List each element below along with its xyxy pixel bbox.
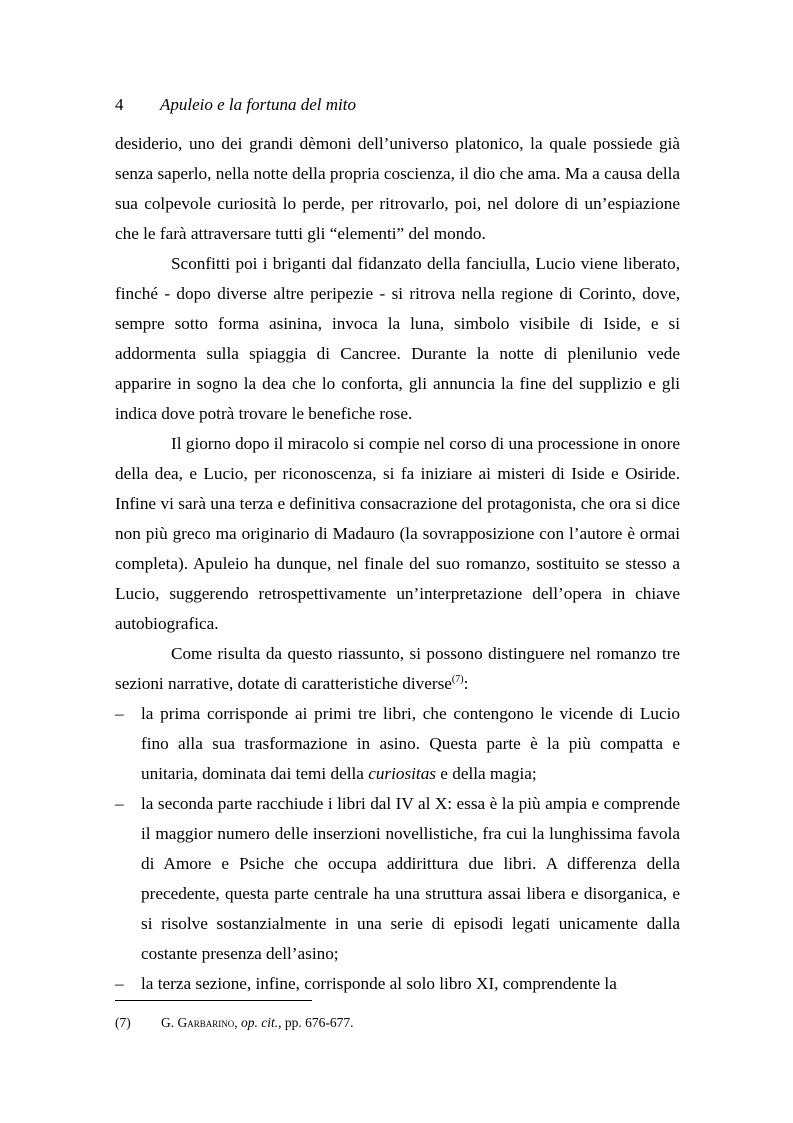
paragraph-2: Sconfitti poi i briganti dal fidanzato della fanciulla, Lucio viene liberato, finché - dopo diverse altre peripezie - si ritrova nella regione di Corinto, dove, sempre sotto forma asinina, invoca la luna, simbolo visibile di Iside, e si addormenta sulla spiaggia di Cancree. Durante la notte di plenilunio vede apparire in sogno la dea che lo conforta, gli annuncia la fine del supplizio e gli indica dove potrà trovare le benefiche rose. [115, 254, 680, 423]
footnote-author: arbarino [187, 1015, 235, 1030]
list-item-1-text: la prima corrisponde ai primi tre libri, che contengono le vicende di Lucio fino alla sua trasformazione in asino. Questa parte è la più compatta e unitaria, dominata dai temi della [141, 704, 680, 783]
paragraph-1: desiderio, uno dei grandi dèmoni dell’universo platonico, la quale possiede già senza saperlo, nella notte della propria coscienza, il dio che ama. Ma a causa della sua colpevole curiosità lo perde, per ritrovarlo, poi, nel dolore di un’espiazione che le farà attraversare tutti gli “elementi” del mondo. [115, 134, 680, 243]
footnote-separator-comma: , [234, 1015, 242, 1030]
footnote-work: op. cit. [241, 1015, 279, 1030]
footnote-number: (7) [115, 1015, 131, 1030]
list-item [115, 969, 680, 999]
footnote-pages: , pp. 676-677. [278, 1015, 354, 1030]
page-number: 4 [115, 95, 124, 114]
footnote-author-initial: G. G [161, 1015, 188, 1030]
paragraph-3: Il giorno dopo il miracolo si compie nel corso di una processione in onore della dea, e Lucio, per riconoscenza, si fa iniziare ai misteri di Iside e Osiride. Infine vi sarà una terza e definitiva consacrazione del protagonista, che ora si dice non più greco ma originario di Madauro (la sovrapposizione con l’autore è ormai completa). Apuleio ha dunque, nel finale del suo romanzo, sostituito se stesso a Lucio, suggerendo retrospettivamente un’interpretazione dell’opera in chiave autobiografica. [115, 434, 680, 633]
running-title: Apuleio e la fortuna del mito [160, 95, 356, 114]
body-text [115, 129, 680, 999]
list-item-3-text: la terza sezione, infine, corrisponde al solo libro XI, comprendente la [141, 974, 617, 993]
list-dash: – [115, 704, 124, 723]
footnote-7 [115, 1015, 354, 1031]
list-item-1-italic: curiositas [368, 764, 436, 783]
paragraph-4 [115, 639, 680, 699]
page-header [115, 95, 356, 115]
paragraph-4-colon: : [463, 674, 469, 693]
footnote-reference-7[interactable]: (7) [451, 674, 464, 685]
list-dash: – [115, 794, 124, 813]
list-item [115, 789, 680, 969]
list-item-2-text: la seconda parte racchiude i libri dal IV al X: essa è la più ampia e comprende il maggior numero delle inserzioni novellistiche, fra cui la lunghissima favola di Amore e Psiche che occupa addirittura due libri. A differenza della precedente, questa parte centrale ha una struttura assai libera e disorganica, e si risolve sostanzialmente in una serie di episodi legati unicamente dalla costante presenza dell’asino; [141, 794, 680, 963]
sections-list [115, 699, 680, 999]
list-dash: – [115, 974, 124, 993]
list-item [115, 699, 680, 789]
footnote-separator [115, 1000, 312, 1001]
list-item-1-end: e della magia; [436, 764, 537, 783]
paragraph-4-text: Come risulta da questo riassunto, si possono distinguere nel romanzo tre sezioni narrative, dotate di caratteristiche diverse [115, 644, 680, 693]
